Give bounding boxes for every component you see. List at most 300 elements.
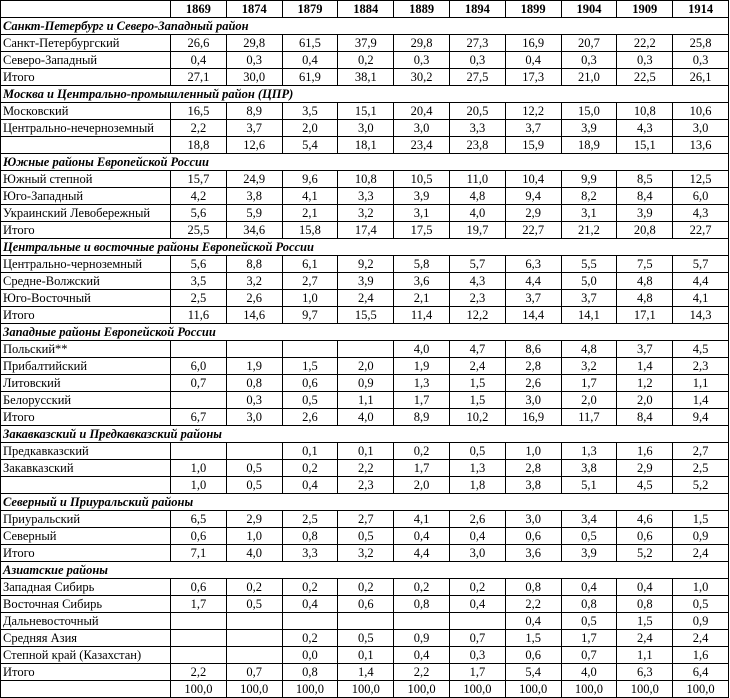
- value-cell: 3,5: [171, 273, 227, 290]
- value-cell: 9,7: [282, 307, 338, 324]
- section-header-row: [1, 426, 729, 443]
- row-label: Северо-Западный: [1, 52, 171, 69]
- value-cell: 18,9: [561, 137, 617, 154]
- value-cell: 6,3: [505, 256, 561, 273]
- value-cell: 9,2: [338, 256, 394, 273]
- table-row: [1, 647, 729, 664]
- row-label: Польский**: [1, 341, 171, 358]
- section-title: Азиатские районы: [1, 562, 729, 579]
- value-cell: 3,7: [226, 120, 282, 137]
- row-label: Литовский: [1, 375, 171, 392]
- value-cell: 1,0: [505, 443, 561, 460]
- value-cell: 1,7: [561, 630, 617, 647]
- value-cell: 12,2: [449, 307, 505, 324]
- value-cell: 1,1: [673, 375, 729, 392]
- table-row: [1, 273, 729, 290]
- value-cell: 4,4: [394, 545, 450, 562]
- value-cell: 0,9: [394, 630, 450, 647]
- table-row: [1, 35, 729, 52]
- table-row: [1, 477, 729, 494]
- value-cell: [226, 443, 282, 460]
- value-cell: 1,0: [226, 528, 282, 545]
- value-cell: 1,4: [673, 392, 729, 409]
- value-cell: [171, 613, 227, 630]
- table-row: [1, 613, 729, 630]
- value-cell: 3,3: [338, 188, 394, 205]
- value-cell: 1,7: [394, 392, 450, 409]
- value-cell: 2,6: [449, 511, 505, 528]
- value-cell: 2,2: [394, 664, 450, 681]
- value-cell: 6,5: [171, 511, 227, 528]
- table-row: [1, 341, 729, 358]
- value-cell: 27,5: [449, 69, 505, 86]
- value-cell: 14,6: [226, 307, 282, 324]
- value-cell: 3,4: [561, 511, 617, 528]
- table-row: [1, 545, 729, 562]
- value-cell: 17,3: [505, 69, 561, 86]
- value-cell: 3,8: [561, 460, 617, 477]
- value-cell: 0,6: [282, 375, 338, 392]
- value-cell: 2,2: [171, 120, 227, 137]
- row-label: Предкавказский: [1, 443, 171, 460]
- value-cell: 1,0: [171, 460, 227, 477]
- value-cell: 2,2: [505, 596, 561, 613]
- value-cell: 1,3: [561, 443, 617, 460]
- value-cell: 5,7: [673, 256, 729, 273]
- table-row: [1, 69, 729, 86]
- value-cell: 0,4: [282, 477, 338, 494]
- table-row: [1, 103, 729, 120]
- value-cell: 15,0: [561, 103, 617, 120]
- table-row: [1, 460, 729, 477]
- value-cell: 5,4: [505, 664, 561, 681]
- value-cell: 7,1: [171, 545, 227, 562]
- value-cell: 10,8: [617, 103, 673, 120]
- value-cell: 10,5: [394, 171, 450, 188]
- value-cell: 0,4: [505, 52, 561, 69]
- value-cell: 4,4: [505, 273, 561, 290]
- table-row: [1, 630, 729, 647]
- value-cell: 23,8: [449, 137, 505, 154]
- value-cell: 23,4: [394, 137, 450, 154]
- value-cell: 3,6: [394, 273, 450, 290]
- value-cell: [338, 341, 394, 358]
- value-cell: 15,8: [282, 222, 338, 239]
- table-row: [1, 222, 729, 239]
- value-cell: 30,0: [226, 69, 282, 86]
- value-cell: 4,0: [449, 205, 505, 222]
- value-cell: 2,9: [505, 205, 561, 222]
- header-row: [1, 1, 729, 18]
- value-cell: 14,4: [505, 307, 561, 324]
- value-cell: 3,5: [282, 103, 338, 120]
- value-cell: 15,1: [617, 137, 673, 154]
- row-label: Прибалтийский: [1, 358, 171, 375]
- section-title: Закавказский и Предкавказский районы: [1, 426, 729, 443]
- section-title: Центральные и восточные районы Европейской России: [1, 239, 729, 256]
- value-cell: 2,6: [505, 375, 561, 392]
- row-label: Степной край (Казахстан): [1, 647, 171, 664]
- table-row: [1, 307, 729, 324]
- value-cell: 0,4: [394, 528, 450, 545]
- value-cell: 0,9: [673, 613, 729, 630]
- table-row: [1, 358, 729, 375]
- value-cell: 5,0: [561, 273, 617, 290]
- value-cell: [449, 613, 505, 630]
- value-cell: 1,6: [673, 647, 729, 664]
- value-cell: 24,9: [226, 171, 282, 188]
- table-row: [1, 511, 729, 528]
- value-cell: 12,2: [505, 103, 561, 120]
- value-cell: 4,6: [617, 511, 673, 528]
- value-cell: 0,5: [561, 613, 617, 630]
- value-cell: 0,2: [282, 630, 338, 647]
- section-header-row: [1, 86, 729, 103]
- value-cell: 3,2: [226, 273, 282, 290]
- row-label: Северный: [1, 528, 171, 545]
- value-cell: 6,7: [171, 409, 227, 426]
- value-cell: 0,6: [338, 596, 394, 613]
- year-header: 1909: [617, 1, 673, 18]
- value-cell: 0,0: [282, 647, 338, 664]
- year-header: 1914: [673, 1, 729, 18]
- row-label: Средняя Азия: [1, 630, 171, 647]
- table-row: [1, 290, 729, 307]
- value-cell: 2,3: [673, 358, 729, 375]
- value-cell: 0,3: [449, 52, 505, 69]
- value-cell: 0,8: [617, 596, 673, 613]
- value-cell: 5,5: [561, 256, 617, 273]
- value-cell: 20,4: [394, 103, 450, 120]
- row-label: Приуральский: [1, 511, 171, 528]
- value-cell: 2,9: [617, 460, 673, 477]
- value-cell: 27,1: [171, 69, 227, 86]
- value-cell: 16,5: [171, 103, 227, 120]
- value-cell: 4,0: [338, 409, 394, 426]
- table-row: [1, 409, 729, 426]
- row-label: Восточная Сибирь: [1, 596, 171, 613]
- value-cell: 1,5: [617, 613, 673, 630]
- row-label: Юго-Западный: [1, 188, 171, 205]
- section-title: Северный и Приуральский районы: [1, 494, 729, 511]
- value-cell: 3,0: [449, 545, 505, 562]
- value-cell: 2,0: [561, 392, 617, 409]
- value-cell: 17,4: [338, 222, 394, 239]
- value-cell: 3,7: [617, 341, 673, 358]
- value-cell: 0,5: [226, 596, 282, 613]
- year-header: 1894: [449, 1, 505, 18]
- value-cell: 4,3: [617, 120, 673, 137]
- value-cell: 14,1: [561, 307, 617, 324]
- table-row: [1, 528, 729, 545]
- section-header-row: [1, 494, 729, 511]
- value-cell: 0,3: [561, 52, 617, 69]
- value-cell: 3,0: [338, 120, 394, 137]
- total-value-cell: 100,0: [282, 681, 338, 698]
- value-cell: 3,7: [505, 290, 561, 307]
- total-value-cell: 100,0: [561, 681, 617, 698]
- total-value-cell: 100,0: [505, 681, 561, 698]
- table-row: [1, 171, 729, 188]
- value-cell: 0,9: [338, 375, 394, 392]
- value-cell: 8,5: [617, 171, 673, 188]
- value-cell: 2,1: [282, 205, 338, 222]
- value-cell: 2,5: [282, 511, 338, 528]
- value-cell: 2,3: [449, 290, 505, 307]
- value-cell: 29,8: [394, 35, 450, 52]
- value-cell: 4,0: [394, 341, 450, 358]
- section-header-row: [1, 239, 729, 256]
- value-cell: 15,7: [171, 171, 227, 188]
- value-cell: 8,2: [561, 188, 617, 205]
- value-cell: 9,9: [561, 171, 617, 188]
- value-cell: 30,2: [394, 69, 450, 86]
- row-label: [1, 137, 171, 154]
- value-cell: 0,2: [394, 579, 450, 596]
- table-row: [1, 188, 729, 205]
- value-cell: 0,2: [338, 579, 394, 596]
- value-cell: 25,8: [673, 35, 729, 52]
- value-cell: 1,5: [505, 630, 561, 647]
- total-value-cell: 100,0: [338, 681, 394, 698]
- value-cell: 5,6: [171, 256, 227, 273]
- value-cell: 0,8: [282, 664, 338, 681]
- value-cell: 0,7: [449, 630, 505, 647]
- value-cell: 3,9: [338, 273, 394, 290]
- row-label: Итого: [1, 664, 171, 681]
- value-cell: 11,7: [561, 409, 617, 426]
- value-cell: 3,6: [505, 545, 561, 562]
- value-cell: 0,8: [226, 375, 282, 392]
- value-cell: 5,7: [449, 256, 505, 273]
- table-row: [1, 137, 729, 154]
- table-body: [1, 18, 729, 698]
- value-cell: 0,5: [449, 443, 505, 460]
- row-label: Дальневосточный: [1, 613, 171, 630]
- value-cell: 1,0: [171, 477, 227, 494]
- total-value-cell: 100,0: [171, 681, 227, 698]
- value-cell: 0,6: [171, 579, 227, 596]
- value-cell: 1,7: [449, 664, 505, 681]
- corner-cell: [1, 1, 171, 18]
- value-cell: 10,6: [673, 103, 729, 120]
- value-cell: 0,8: [561, 596, 617, 613]
- value-cell: 0,7: [171, 375, 227, 392]
- value-cell: 1,7: [394, 460, 450, 477]
- value-cell: 0,3: [673, 52, 729, 69]
- value-cell: 22,5: [617, 69, 673, 86]
- value-cell: 3,0: [505, 392, 561, 409]
- value-cell: 0,2: [338, 52, 394, 69]
- section-title: Санкт-Петербург и Северо-Западный район: [1, 18, 729, 35]
- value-cell: [171, 443, 227, 460]
- value-cell: [171, 392, 227, 409]
- value-cell: 4,8: [561, 341, 617, 358]
- table-row: [1, 375, 729, 392]
- value-cell: 18,1: [338, 137, 394, 154]
- value-cell: 3,2: [338, 205, 394, 222]
- value-cell: 3,9: [617, 205, 673, 222]
- value-cell: 4,1: [282, 188, 338, 205]
- row-label: Санкт-Петербургский: [1, 35, 171, 52]
- section-header-row: [1, 324, 729, 341]
- value-cell: 25,5: [171, 222, 227, 239]
- value-cell: 3,2: [338, 545, 394, 562]
- value-cell: 0,1: [338, 647, 394, 664]
- row-label: Юго-Восточный: [1, 290, 171, 307]
- value-cell: 6,1: [282, 256, 338, 273]
- value-cell: 17,5: [394, 222, 450, 239]
- value-cell: 5,9: [226, 205, 282, 222]
- total-value-cell: 100,0: [394, 681, 450, 698]
- value-cell: 2,6: [226, 290, 282, 307]
- value-cell: [226, 647, 282, 664]
- section-header-row: [1, 562, 729, 579]
- value-cell: 2,8: [505, 460, 561, 477]
- value-cell: 2,6: [282, 409, 338, 426]
- value-cell: 19,7: [449, 222, 505, 239]
- value-cell: 1,0: [282, 290, 338, 307]
- value-cell: 0,8: [282, 528, 338, 545]
- row-label: Итого: [1, 545, 171, 562]
- value-cell: [226, 613, 282, 630]
- value-cell: 10,2: [449, 409, 505, 426]
- year-header: 1884: [338, 1, 394, 18]
- value-cell: 1,7: [561, 375, 617, 392]
- total-value-cell: 100,0: [226, 681, 282, 698]
- value-cell: 22,7: [505, 222, 561, 239]
- value-cell: 8,4: [617, 409, 673, 426]
- value-cell: 11,6: [171, 307, 227, 324]
- value-cell: [394, 613, 450, 630]
- value-cell: 4,2: [171, 188, 227, 205]
- value-cell: [282, 341, 338, 358]
- row-label: Центрально-нечерноземный: [1, 120, 171, 137]
- value-cell: 3,0: [673, 120, 729, 137]
- value-cell: 20,8: [617, 222, 673, 239]
- value-cell: 0,6: [505, 528, 561, 545]
- value-cell: 22,7: [673, 222, 729, 239]
- value-cell: 1,3: [449, 460, 505, 477]
- value-cell: 10,4: [505, 171, 561, 188]
- value-cell: 0,5: [226, 460, 282, 477]
- value-cell: 16,9: [505, 409, 561, 426]
- value-cell: 18,8: [171, 137, 227, 154]
- value-cell: 0,4: [449, 528, 505, 545]
- value-cell: 2,8: [505, 358, 561, 375]
- value-cell: 12,6: [226, 137, 282, 154]
- row-label: Средне-Волжский: [1, 273, 171, 290]
- value-cell: 0,6: [171, 528, 227, 545]
- value-cell: 1,5: [449, 392, 505, 409]
- value-cell: 0,2: [282, 579, 338, 596]
- value-cell: 6,3: [617, 664, 673, 681]
- value-cell: 3,8: [505, 477, 561, 494]
- row-label: [1, 477, 171, 494]
- value-cell: 5,1: [561, 477, 617, 494]
- value-cell: 2,9: [226, 511, 282, 528]
- value-cell: 27,3: [449, 35, 505, 52]
- value-cell: 4,4: [673, 273, 729, 290]
- value-cell: 1,3: [394, 375, 450, 392]
- table-row: [1, 120, 729, 137]
- value-cell: 4,8: [617, 273, 673, 290]
- value-cell: 8,9: [394, 409, 450, 426]
- value-cell: 2,7: [282, 273, 338, 290]
- table-row: [1, 443, 729, 460]
- table-row: [1, 52, 729, 69]
- value-cell: 0,5: [226, 477, 282, 494]
- row-label: Закавказский: [1, 460, 171, 477]
- value-cell: 0,1: [338, 443, 394, 460]
- value-cell: 2,0: [282, 120, 338, 137]
- value-cell: 1,1: [617, 647, 673, 664]
- value-cell: 5,6: [171, 205, 227, 222]
- value-cell: 0,4: [449, 596, 505, 613]
- value-cell: 3,8: [226, 188, 282, 205]
- value-cell: 0,7: [561, 647, 617, 664]
- table-row: [1, 392, 729, 409]
- section-header-row: [1, 154, 729, 171]
- section-title: Южные районы Европейской России: [1, 154, 729, 171]
- value-cell: 26,1: [673, 69, 729, 86]
- value-cell: 3,9: [561, 545, 617, 562]
- value-cell: 20,7: [561, 35, 617, 52]
- value-cell: 2,2: [171, 664, 227, 681]
- value-cell: 3,7: [505, 120, 561, 137]
- value-cell: 0,5: [338, 528, 394, 545]
- value-cell: 0,1: [282, 443, 338, 460]
- value-cell: 0,4: [394, 647, 450, 664]
- value-cell: 0,2: [449, 579, 505, 596]
- row-label: Итого: [1, 222, 171, 239]
- value-cell: 14,3: [673, 307, 729, 324]
- value-cell: 38,1: [338, 69, 394, 86]
- value-cell: 17,1: [617, 307, 673, 324]
- value-cell: 0,5: [673, 596, 729, 613]
- value-cell: 0,2: [394, 443, 450, 460]
- value-cell: 4,3: [449, 273, 505, 290]
- value-cell: 61,9: [282, 69, 338, 86]
- value-cell: 3,7: [561, 290, 617, 307]
- value-cell: 3,1: [561, 205, 617, 222]
- value-cell: 15,1: [338, 103, 394, 120]
- year-header: 1879: [282, 1, 338, 18]
- value-cell: 6,0: [673, 188, 729, 205]
- row-label: Украинский Левобережный: [1, 205, 171, 222]
- value-cell: 5,8: [394, 256, 450, 273]
- value-cell: 4,5: [673, 341, 729, 358]
- value-cell: 4,5: [617, 477, 673, 494]
- value-cell: 1,5: [673, 511, 729, 528]
- value-cell: 4,1: [673, 290, 729, 307]
- value-cell: 4,3: [673, 205, 729, 222]
- value-cell: 3,9: [394, 188, 450, 205]
- value-cell: 1,4: [617, 358, 673, 375]
- row-label: Западная Сибирь: [1, 579, 171, 596]
- value-cell: 2,5: [171, 290, 227, 307]
- value-cell: 2,4: [617, 630, 673, 647]
- value-cell: 0,8: [505, 579, 561, 596]
- value-cell: 4,7: [449, 341, 505, 358]
- value-cell: 12,5: [673, 171, 729, 188]
- value-cell: 0,4: [617, 579, 673, 596]
- value-cell: 3,9: [561, 120, 617, 137]
- value-cell: 8,4: [617, 188, 673, 205]
- value-cell: 1,9: [394, 358, 450, 375]
- value-cell: 4,8: [617, 290, 673, 307]
- value-cell: 3,1: [394, 205, 450, 222]
